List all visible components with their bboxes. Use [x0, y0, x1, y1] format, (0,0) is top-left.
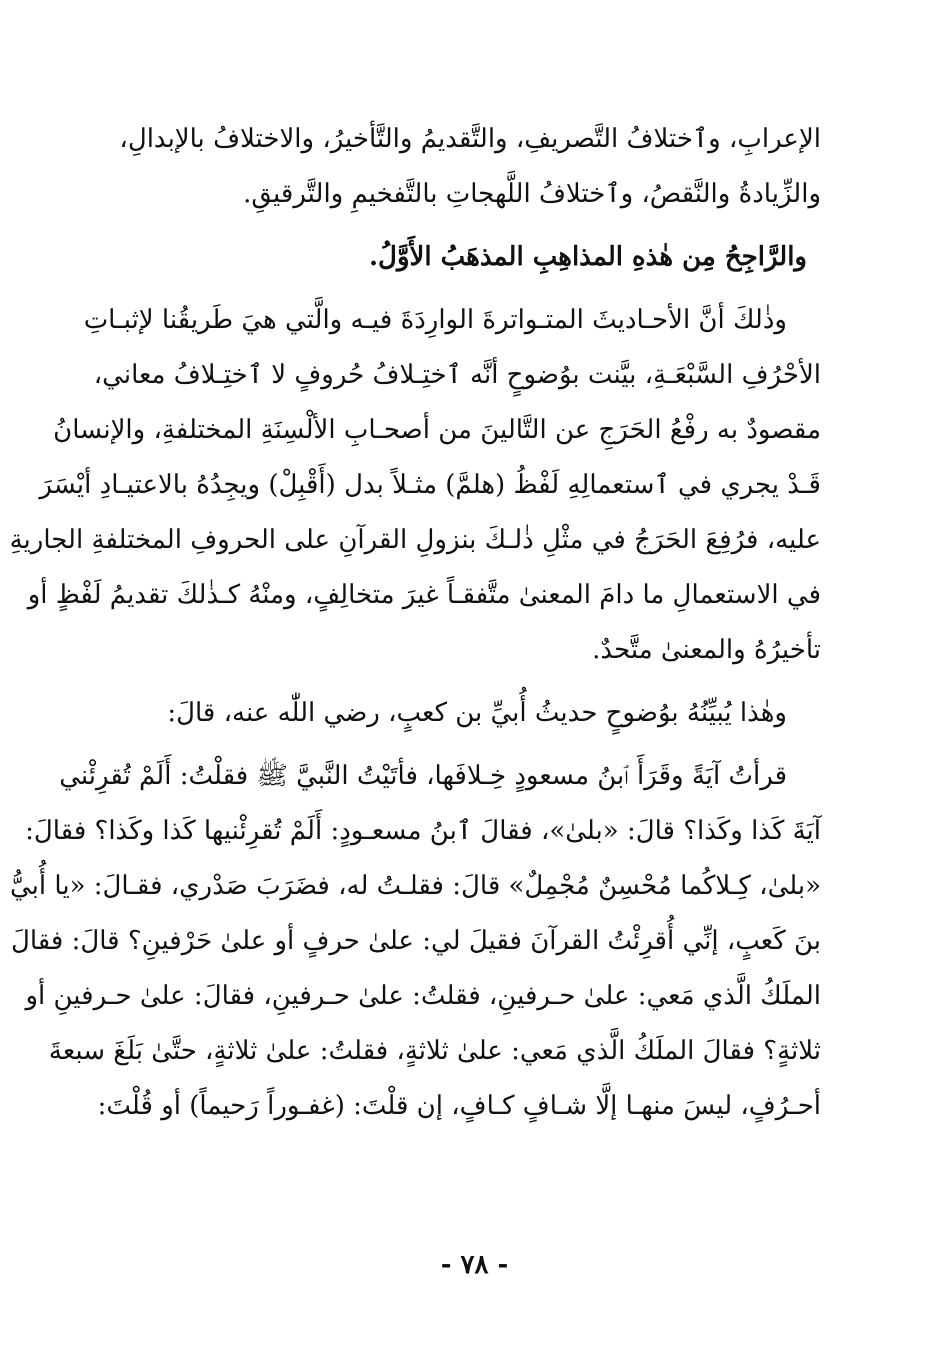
- text-line: آيَةَ كَذا وكَذا؟ قالَ: «بلىٰ»، فقالَ ٱبنُ مسعـودٍ: أَلَمْ تُقرِئْنيها كَذا وكَذا؟ فقالَ:: [25, 816, 821, 846]
- text-line: في الاستعمالِ ما دامَ المعنىٰ متَّفقـاً غيرَ متخالِفٍ، ومنْهُ كـذٰلكَ تقديمُ لَفْظٍ أو: [27, 580, 821, 610]
- page-number: - ٧٨ -: [440, 1250, 509, 1280]
- text-line: قَـدْ يجري في ٱستعمالِهِ لَفْظُ (هلمَّ) مثـلاً بدل (أَقْبِلْ) ويجِدُهُ بالاعتيـادِ أيْسَرَ: [39, 470, 821, 500]
- text-line: بنَ كَعبٍ، إنِّي أُقرِئْتُ القرآنَ فقيلَ لي: علىٰ حرفٍ أو علىٰ حَرْفينِ؟ قالَ: فقالَ: [10, 926, 821, 956]
- text-line: وذٰلكَ أنَّ الأحـاديثَ المتـواترةَ الوارِدَةَ فيـه والَّتي هيَ طَريقُنا لإثبـاتِ: [83, 305, 787, 335]
- text-line: أحـرُفٍ، ليسَ منهـا إلَّا شـافٍ كـافٍ، إن قلْتَ: (غفـوراً رَحيماً) أو قُلْتَ:: [97, 1091, 821, 1121]
- section-heading: والرَّاجِحُ مِن هٰذهِ المذاهِبِ المذهَبُ الأَوَّلُ.: [369, 242, 807, 272]
- text-line: عليه، فرُفِعَ الحَرَجُ في مثْلِ ذٰلـكَ بنزولِ القرآنِ على الحروفِ المختلفةِ الجاريةِ: [9, 525, 821, 555]
- text-line: قرأتُ آيَةً وقَرَأَ ٱبنُ مسعودٍ خِـلافَها، فأتَيْتُ النَّبيَّ ﷺ فقلْتُ: أَلَمْ تُقرِئْني: [59, 761, 787, 791]
- text-line: تأخيرُهُ والمعنىٰ متَّحدٌ.: [592, 635, 821, 665]
- text-line: ثلاثةٍ؟ فقالَ الملَكُ الَّذي مَعي: علىٰ ثلاثةٍ، فقلتُ: علىٰ ثلاثةٍ، حتَّىٰ بَلَغَ سبعةَ: [48, 1036, 821, 1066]
- text-line: والزِّيادةُ والنَّقصُ، وٱختلافُ اللَّهجاتِ بالتَّفخيمِ والتَّرقيقِ.: [243, 179, 821, 209]
- page-body: [9, 112, 821, 1134]
- text-line: الملَكُ الَّذي مَعي: علىٰ حـرفينِ، فقلتُ: علىٰ حـرفينِ، فقالَ: علىٰ حـرفينِ أو: [25, 981, 821, 1011]
- text-line: «بلىٰ، كِـلاكُما مُحْسِنٌ مُجْمِلٌ» قالَ: فقلـتُ له، فضَرَبَ صَدْري، فقـالَ: «يا أُبيُّ: [10, 871, 821, 901]
- text-line: الإعرابِ، وٱختلافُ التَّصريفِ، والتَّقديمُ والتَّأخيرُ، والاختلافُ بالإبدالِ،: [119, 124, 821, 154]
- text-line: وهٰذا يُبيِّنُهُ بوُضوحٍ حديثُ أُبيِّ بن كعبٍ، رضي اللّٰه عنه، قالَ:: [167, 698, 787, 728]
- text-line: الأحْرُفِ السَّبْعَـةِ، بيَّنت بوُضوحٍ أنَّه ٱختِـلافُ حُروفٍ لا ٱختِـلافُ معاني،: [93, 360, 821, 390]
- text-line: مقصودٌ به رفْعُ الحَرَجِ عن التَّالينَ من أصحـابِ الألْسِنَةِ المختلفةِ، والإنسانُ: [53, 415, 821, 445]
